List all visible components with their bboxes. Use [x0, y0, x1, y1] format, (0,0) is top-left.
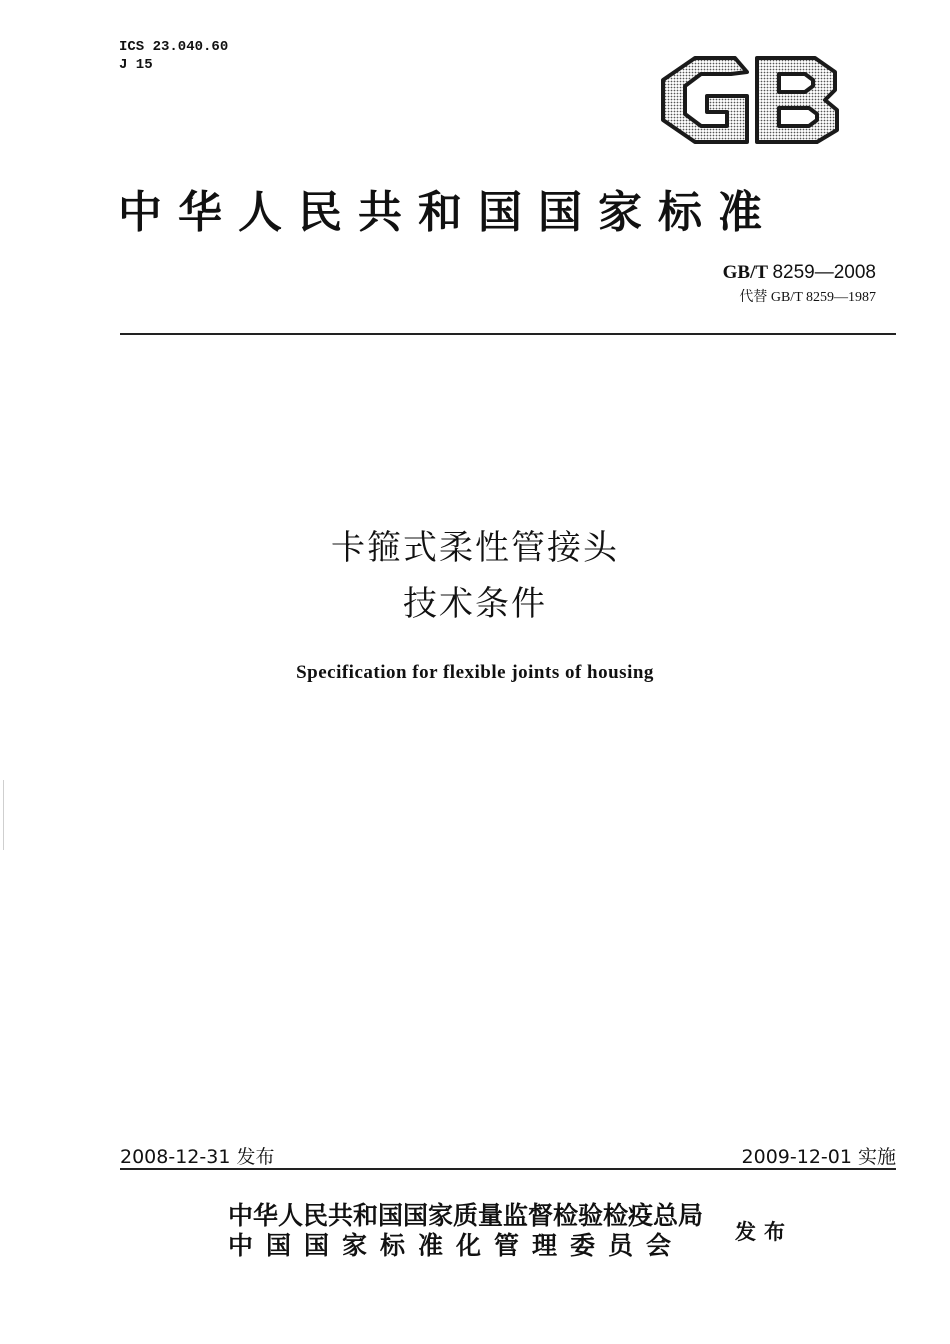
- margin-mark: [3, 780, 4, 850]
- header-divider: [120, 333, 896, 335]
- standard-title: 中华人民共和国国家标准: [118, 187, 778, 238]
- replaces-standard: 代替 GB/T 8259—1987: [739, 290, 876, 305]
- issuer-sac: 中国国家标准化管理委员会: [228, 1231, 685, 1260]
- logo-text: GB: [655, 50, 657, 51]
- code-number: 8259—2008: [772, 262, 876, 283]
- publish-label: 发布: [735, 1219, 793, 1244]
- gb-logo: [655, 50, 845, 150]
- code-prefix: GB/T: [722, 262, 768, 283]
- standard-code: [723, 262, 876, 306]
- document-title: [0, 520, 950, 632]
- standard-number: [723, 262, 876, 284]
- implementation-date: 2009-12-01 实施: [741, 1146, 896, 1168]
- title-line-2: 技术条件: [403, 584, 547, 624]
- ics-code: ICS 23.040.60: [119, 39, 229, 55]
- issue-date: 2008-12-31 发布: [120, 1146, 275, 1168]
- footer-divider: [120, 1168, 896, 1170]
- issuer-aqsiq: 中华人民共和国国家质量监督检验检疫总局: [228, 1201, 704, 1230]
- title-line-1: 卡箍式柔性管接头: [331, 528, 619, 568]
- classification-codes: [119, 38, 228, 74]
- issuing-organizations: [228, 1201, 703, 1261]
- english-title: Specification for flexible joints of housing: [296, 662, 654, 683]
- ccs-code: J 15: [119, 57, 153, 73]
